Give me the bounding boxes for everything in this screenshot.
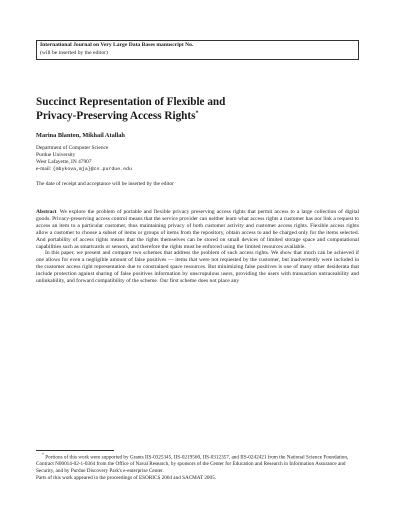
abstract-text-1: We explore the problem of portable and flexible privacy preserving access rights that permit access to a large collection of digital goods. Privacy-preserving access control means that the service provider can neither learn what access rights a customer has nor link a request to access an item to a particular customer, thus maintaining privacy of both customer activity and customer access rights. Flexible access rights allow a customer to choose a subset of items or groups of items from the repository, obtain access to and be charged only for the items selected. And portability of access rights means that the rights themselves can be stored on small devices of limited storage space and computational capabilities such as smartcards or sensors, and therefore the rights must be enforced using the limited resources available. bbox=[36, 209, 359, 250]
footnote-funding-text: Portions of this work were supported by Grants IIS-0325345, IIS-0219560, IIS-0312357, and IIS-0242421 from the National Science Foundation, Contract N00014-02-1-0364 from the Office of Naval Research, by sponsors of the Center for Education and Research in Information Assurance and Security, and by Purdue Discovery Park's e-enterprise Center. bbox=[36, 454, 349, 474]
footnote-mark: * bbox=[42, 452, 44, 457]
abstract-section bbox=[36, 209, 359, 285]
affiliation-city: West Lafayette, IN 47907 bbox=[36, 159, 92, 166]
title-line-2: Privacy-Preserving Access Rights bbox=[36, 109, 196, 122]
journal-header-box bbox=[36, 40, 359, 60]
affiliation-email-line bbox=[36, 166, 236, 173]
footnote-prior-publication: Parts of this work appeared in the proceedings of ESORICS 2004 and SACMAT 2005. bbox=[36, 474, 217, 481]
email-prefix: e-mail: bbox=[36, 166, 52, 173]
affiliation-block bbox=[36, 145, 236, 173]
footnote-divider bbox=[36, 450, 114, 451]
journal-editor-note: (will be inserted by the editor) bbox=[40, 49, 108, 56]
author-list: Marina Blanton, Mikhail Atallah bbox=[36, 132, 125, 139]
paper-title bbox=[36, 96, 316, 123]
footnote-funding bbox=[36, 452, 359, 475]
abstract-label: Abstract bbox=[36, 209, 57, 215]
abstract-paragraph-1 bbox=[36, 209, 359, 250]
journal-name: International Journal on Very Large Data Bases manuscript No. bbox=[40, 42, 194, 48]
affiliation-university: Purdue University bbox=[36, 152, 76, 159]
title-line-1: Succinct Representation of Flexible and bbox=[36, 96, 226, 108]
title-footnote-mark: * bbox=[195, 109, 199, 116]
receipt-date-note: The date of receipt and acceptance will be inserted by the editor bbox=[36, 181, 174, 187]
abstract-paragraph-2: In this paper, we present and compare two schemes that address the problem of such access rights. We show that much can be achieved if one allows for even a negligible amount of false positives — items that were not requested by the customer, but inadvertently were included in the customer access right representation due to constrained space resources. But minimizing false positives is one of many other desiderata that include protection against sharing of false positives information by unscrupulous users, providing the users with transaction untraceability and unlinkability, and forward compatibility of the scheme. Our first scheme does not place any bbox=[36, 250, 359, 285]
email-address: {mbykova,mja}@cs.purdue.edu bbox=[52, 167, 132, 173]
footnotes bbox=[36, 452, 359, 481]
affiliation-department: Department of Computer Science bbox=[36, 145, 109, 151]
